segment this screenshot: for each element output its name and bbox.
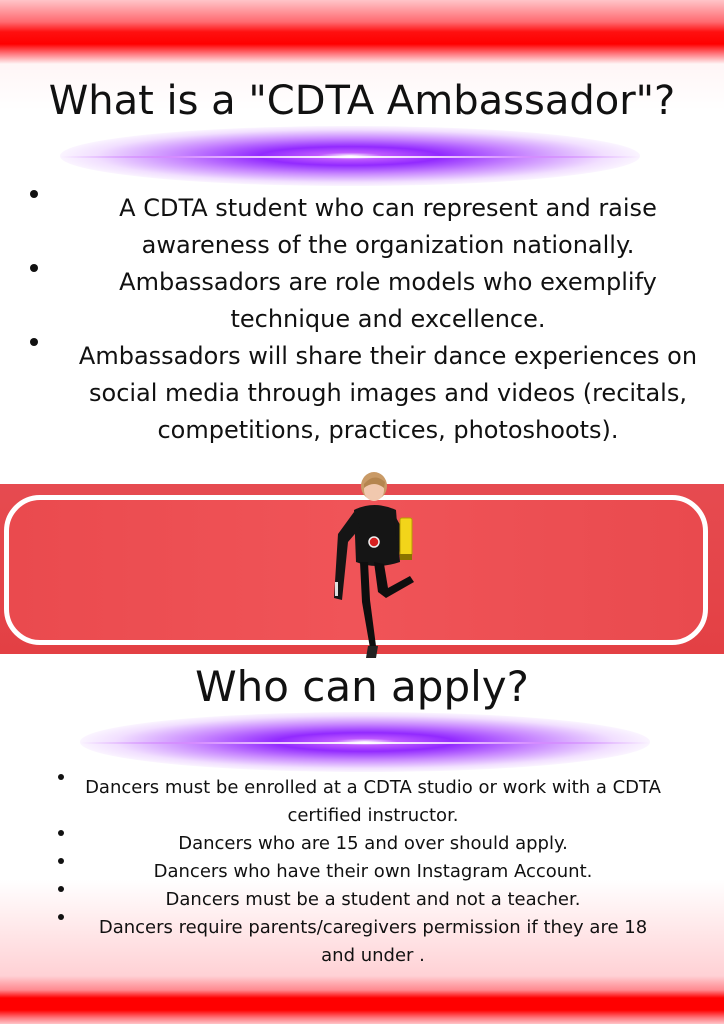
list-item-text: A CDTA student who can represent and raise awareness of the organization nationally. (119, 194, 657, 259)
list-item (30, 338, 700, 449)
bullet-dot (58, 886, 64, 892)
bullet-dot (30, 264, 38, 272)
bullet-dot (58, 774, 64, 780)
list-item-text: Dancers must be a student and not a teacher. (165, 889, 581, 910)
list-item (30, 264, 700, 338)
list-item (58, 830, 664, 858)
glow-divider-line (80, 742, 650, 744)
glow-divider-line (60, 156, 640, 158)
bullet-dot (58, 914, 64, 920)
ambassador-description-list (30, 190, 700, 449)
list-item-text: Ambassadors are role models who exemplify technique and excellence. (119, 268, 657, 333)
section2-title: Who can apply? (195, 662, 529, 711)
eligibility-list (58, 774, 664, 970)
bullet-dot (58, 830, 64, 836)
list-item-text: Dancers must be enrolled at a CDTA studio or work with a CDTA certified instructor. (85, 777, 661, 826)
list-item (58, 886, 664, 914)
top-red-stripe (0, 0, 724, 64)
list-item (58, 914, 664, 970)
bullet-dot (30, 338, 38, 346)
list-item (58, 774, 664, 830)
list-item-text: Dancers who are 15 and over should apply. (178, 833, 568, 854)
bullet-dot (58, 858, 64, 864)
list-item (30, 190, 700, 264)
bullet-dot (30, 190, 38, 198)
dancer-photo (318, 470, 428, 670)
list-item (58, 858, 664, 886)
list-item-text: Dancers require parents/caregivers permission if they are 18 and under . (98, 917, 648, 966)
list-item-text: Dancers who have their own Instagram Account. (153, 861, 593, 882)
section1-title: What is a "CDTA Ambassador"? (48, 78, 676, 124)
list-item-text: Ambassadors will share their dance experiences on social media through images and videos (recitals, competitions, practices, photoshoots). (78, 342, 698, 444)
bottom-red-stripe (0, 976, 724, 1024)
